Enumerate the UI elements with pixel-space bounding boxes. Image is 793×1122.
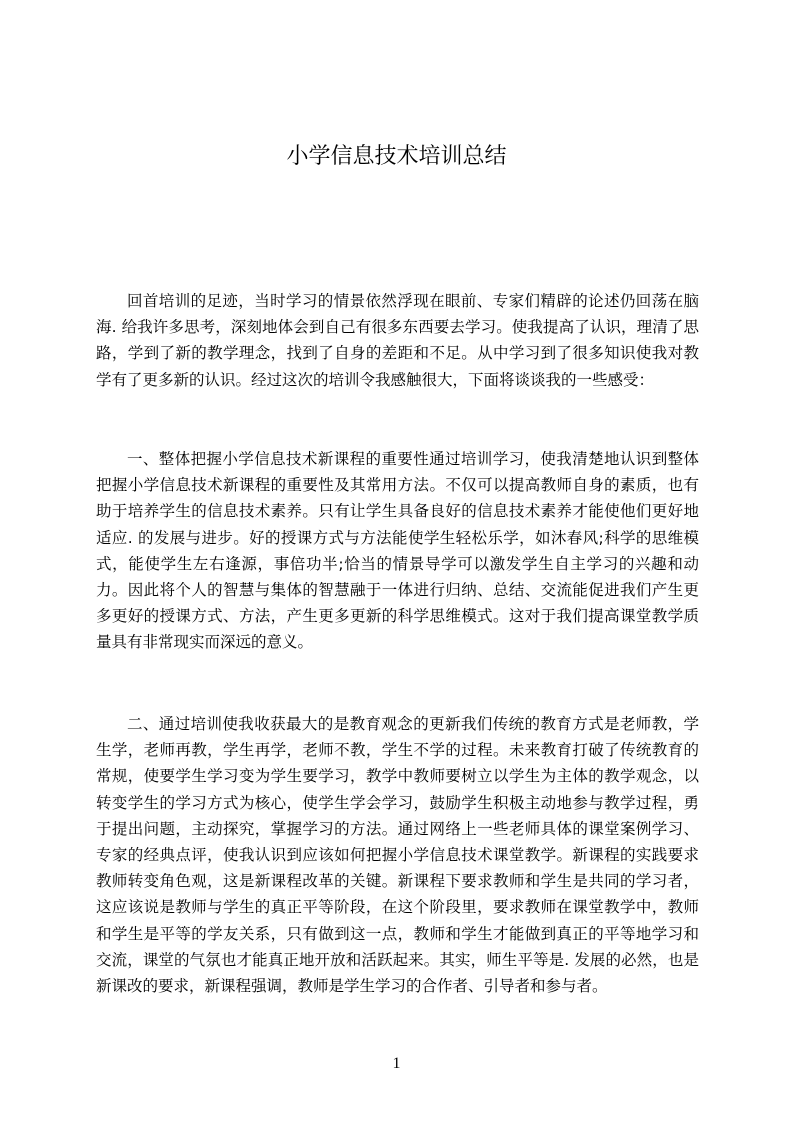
document-title: 小学信息技术培训总结 [286, 144, 507, 169]
paragraph-intro: 回首培训的足迹，当时学习的情景依然浮现在眼前、专家们精辟的论述仍回荡在脑海. 给我许多思考，深刻地体会到自己有很多东西要去学习。使我提高了认识，理清了思路，学到了新的教学理念，找到了自身的差距和不足。从中学习到了很多知识使我对教学有了更多新的认识。经过这次的培训令我感触很大，下面将谈谈我的一些感受： [96, 292, 699, 389]
paragraph-section-two: 二、通过培训使我收获最大的是教育观念的更新我们传统的教育方式是老师教，学生学，老师再教，学生再学，老师不教，学生不学的过程。未来教育打破了传统教育的常规，使要学生学习变为学生要学习，教学中教师要树立以学生为主体的教学观念，以转变学生的学习方式为核心，使学生学会学习，鼓励学生积极主动地参与教学过程，勇于提出问题，主动探究，掌握学习的方法。通过网络上一些老师具体的课堂案例学习、专家的经典点评，使我认识到应该如何把握小学信息技术课堂教学。新课程的实践要求教师转变角色观，这是新课程改革的关键。新课程下要求教师和学生是共同的学习者，这应该说是教师与学生的真正平等阶段，在这个阶段里，要求教师在课堂教学中，教师和学生是平等的学友关系，只有做到这一点，教师和学生才能做到真正的平等地学习和交流，课堂的气氛也才能真正地开放和活跃起来。其实，师生平等是. 发展的必然，也是新课改的要求，新课程强调，教师是学生学习的合作者、引导者和参与者。 [96, 715, 699, 996]
paragraph-section-one: 一、整体把握小学信息技术新课程的重要性通过培训学习，使我清楚地认识到整体把握小学信息技术新课程的重要性及其常用方法。不仅可以提高教师自身的素质，也有助于培养学生的信息技术素养。只有让学生具备良好的信息技术素养才能使他们更好地适应. 的发展与进步。好的授课方式与方法能使学生轻松乐学，如沐春风;科学的思维模式，能使学生左右逢源，事倍功半;恰当的情景导学可以激发学生自主学习的兴趣和动力。因此将个人的智慧与集体的智慧融于一体进行归纳、总结、交流能促进我们产生更多更好的授课方式、方法，产生更多更新的科学思维模式。这对于我们提高课堂教学质量具有非常现实而深远的意义。 [96, 450, 699, 652]
page-number: 1 [392, 1055, 401, 1072]
